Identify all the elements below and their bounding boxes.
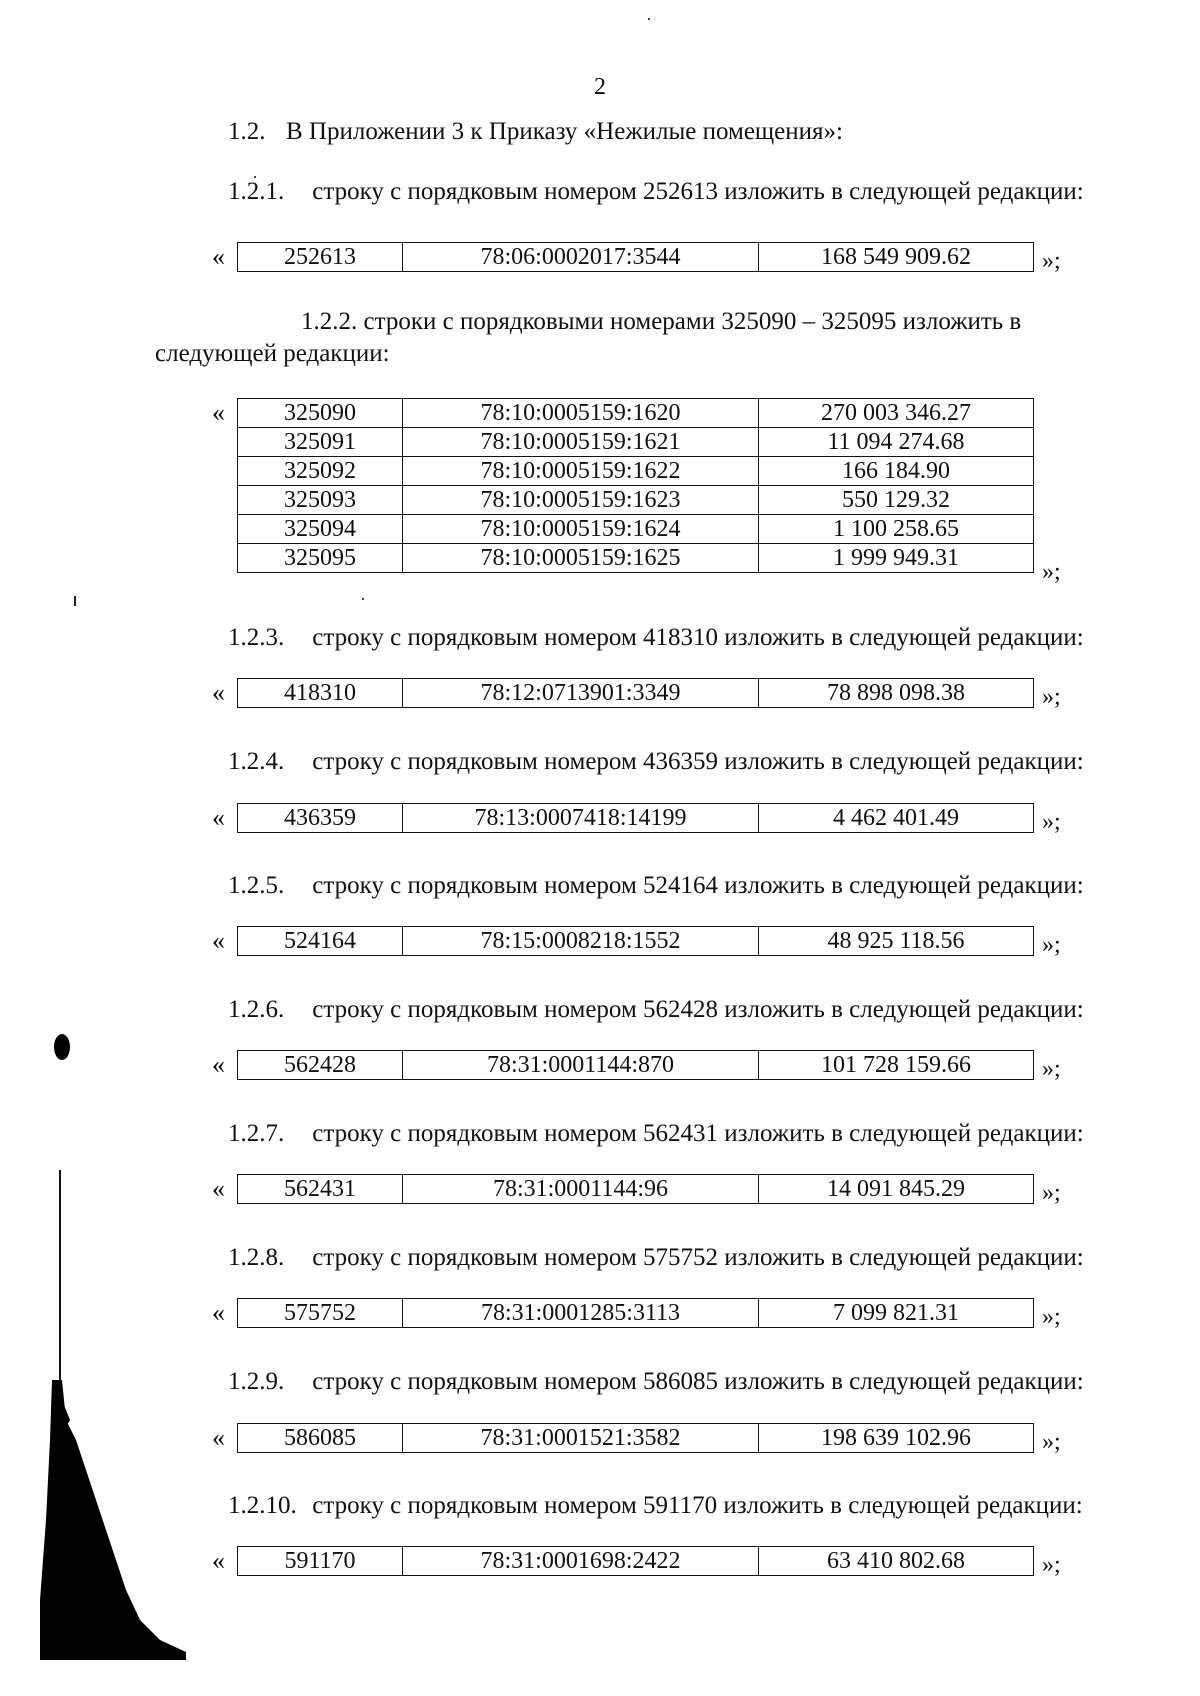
clause-text: строку с порядковым номером 252613 изложить в следующей редакции: <box>306 178 1084 205</box>
clause-number: 1.2.2. <box>301 308 358 335</box>
row-number-cell: 325092 <box>238 457 403 486</box>
amendment-table-block <box>212 398 1092 584</box>
cadastral-value-cell: 101 728 159.66 <box>759 1051 1034 1080</box>
clause-number: 1.2.4. <box>228 748 285 775</box>
quote-close: »; <box>1042 684 1061 710</box>
row-number-cell: 436359 <box>238 804 403 833</box>
table-row <box>238 243 1034 272</box>
scan-dot <box>648 18 650 20</box>
cadastral-value-cell: 1 999 949.31 <box>759 544 1034 573</box>
amendment-table <box>237 803 1034 833</box>
cadastral-value-cell: 78 898 098.38 <box>759 679 1034 708</box>
row-number-cell: 325094 <box>238 515 403 544</box>
cadastral-number-cell: 78:10:0005159:1622 <box>403 457 759 486</box>
table-row <box>238 1051 1034 1080</box>
scan-tick <box>74 596 76 606</box>
amendment-table <box>237 1174 1034 1204</box>
row-number-cell: 562431 <box>238 1175 403 1204</box>
clause-text: строку с порядковым номером 586085 изложить в следующей редакции: <box>306 1368 1084 1395</box>
cadastral-number-cell: 78:31:0001521:3582 <box>403 1424 759 1453</box>
amendment-table-block <box>212 678 1092 709</box>
quote-close: »; <box>1042 248 1061 274</box>
table-row <box>238 1547 1034 1576</box>
clause-number: 1.2.5. <box>228 872 285 899</box>
cadastral-value-cell: 270 003 346.27 <box>759 399 1034 428</box>
cadastral-value-cell: 168 549 909.62 <box>759 243 1034 272</box>
table-row <box>238 428 1034 457</box>
table-row <box>238 1424 1034 1453</box>
cadastral-value-cell: 198 639 102.96 <box>759 1424 1034 1453</box>
clause-number: 1.2.8. <box>228 1244 285 1271</box>
cadastral-number-cell: 78:10:0005159:1620 <box>403 399 759 428</box>
clause-2 <box>155 306 1135 370</box>
clause-text: строку с порядковым номером 418310 изложить в следующей редакции: <box>306 624 1084 651</box>
row-number-cell: 524164 <box>238 927 403 956</box>
amendment-table-block <box>212 1546 1092 1577</box>
clause-number: 1.2.7. <box>228 1120 285 1147</box>
quote-open: « <box>212 926 225 955</box>
row-number-cell: 586085 <box>238 1424 403 1453</box>
cadastral-value-cell: 4 462 401.49 <box>759 804 1034 833</box>
amendment-table-block <box>212 1298 1092 1329</box>
section-heading <box>228 118 843 146</box>
quote-open: « <box>212 1174 225 1203</box>
cadastral-number-cell: 78:06:0002017:3544 <box>403 243 759 272</box>
amendment-table <box>237 1050 1034 1080</box>
row-number-cell: 325095 <box>238 544 403 573</box>
scan-blot <box>54 1034 70 1060</box>
clause-number: 1.2.1. <box>228 178 285 205</box>
quote-close: »; <box>1042 809 1061 835</box>
cadastral-value-cell: 166 184.90 <box>759 457 1034 486</box>
amendment-table-block <box>212 1050 1092 1081</box>
cadastral-number-cell: 78:31:0001144:96 <box>403 1175 759 1204</box>
amendment-table <box>237 1298 1034 1328</box>
table-row <box>238 399 1034 428</box>
clause-text: строку с порядковым номером 436359 изложить в следующей редакции: <box>306 748 1084 775</box>
quote-open: « <box>212 398 225 427</box>
quote-close: »; <box>1042 1304 1061 1330</box>
quote-open: « <box>212 1546 225 1575</box>
cadastral-number-cell: 78:12:0713901:3349 <box>403 679 759 708</box>
quote-close: »; <box>1042 1056 1061 1082</box>
quote-open: « <box>212 1423 225 1452</box>
row-number-cell: 562428 <box>238 1051 403 1080</box>
cadastral-number-cell: 78:10:0005159:1623 <box>403 486 759 515</box>
quote-close: »; <box>1042 559 1061 585</box>
table-row <box>238 457 1034 486</box>
quote-close: »; <box>1042 1429 1061 1455</box>
cadastral-value-cell: 1 100 258.65 <box>759 515 1034 544</box>
clause-5 <box>228 872 1084 900</box>
clause-text: строку с порядковым номером 562431 изложить в следующей редакции: <box>306 1120 1084 1147</box>
table-row <box>238 1175 1034 1204</box>
clause-number: 1.2.10. <box>228 1492 297 1519</box>
quote-close: »; <box>1042 932 1061 958</box>
row-number-cell: 325093 <box>238 486 403 515</box>
clause-6 <box>228 996 1084 1024</box>
clause-3 <box>228 624 1084 652</box>
scan-edge-shadow <box>0 0 200 1696</box>
page-number: 2 <box>594 74 606 100</box>
cadastral-number-cell: 78:10:0005159:1621 <box>403 428 759 457</box>
amendment-table-block <box>212 803 1092 834</box>
scan-dot <box>362 598 364 600</box>
table-row <box>238 927 1034 956</box>
row-number-cell: 325090 <box>238 399 403 428</box>
clause-text: строки с порядковыми номерами 325090 – 325095 изложить в следующей редакции: <box>155 308 1022 367</box>
table-row <box>238 544 1034 573</box>
cadastral-number-cell: 78:31:0001144:870 <box>403 1051 759 1080</box>
row-number-cell: 418310 <box>238 679 403 708</box>
cadastral-number-cell: 78:10:0005159:1625 <box>403 544 759 573</box>
cadastral-number-cell: 78:31:0001698:2422 <box>403 1547 759 1576</box>
amendment-table-block <box>212 1174 1092 1205</box>
cadastral-value-cell: 14 091 845.29 <box>759 1175 1034 1204</box>
cadastral-value-cell: 550 129.32 <box>759 486 1034 515</box>
clause-number: 1.2.9. <box>228 1368 285 1395</box>
amendment-table-block <box>212 242 1092 273</box>
row-number-cell: 575752 <box>238 1299 403 1328</box>
table-row <box>238 1299 1034 1328</box>
quote-close: »; <box>1042 1180 1061 1206</box>
clause-text: строку с порядковым номером 524164 изложить в следующей редакции: <box>306 872 1084 899</box>
clause-9 <box>228 1368 1084 1396</box>
quote-open: « <box>212 1050 225 1079</box>
cadastral-number-cell: 78:13:0007418:14199 <box>403 804 759 833</box>
clause-text: строку с порядковым номером 591170 изложить в следующей редакции: <box>306 1492 1083 1519</box>
amendment-table-block <box>212 926 1092 957</box>
amendment-table-block <box>212 1423 1092 1454</box>
clause-text: строку с порядковым номером 575752 изложить в следующей редакции: <box>306 1244 1084 1271</box>
cadastral-number-cell: 78:15:0008218:1552 <box>403 927 759 956</box>
cadastral-value-cell: 48 925 118.56 <box>759 927 1034 956</box>
clause-1 <box>228 178 1084 206</box>
clause-8 <box>228 1244 1084 1272</box>
cadastral-value-cell: 63 410 802.68 <box>759 1547 1034 1576</box>
heading-number: 1.2. <box>228 118 266 145</box>
amendment-table <box>237 1546 1034 1576</box>
cadastral-number-cell: 78:31:0001285:3113 <box>403 1299 759 1328</box>
row-number-cell: 252613 <box>238 243 403 272</box>
amendment-table <box>237 398 1034 573</box>
quote-open: « <box>212 242 225 271</box>
clause-text: строку с порядковым номером 562428 изложить в следующей редакции: <box>306 996 1084 1023</box>
row-number-cell: 325091 <box>238 428 403 457</box>
table-row <box>238 804 1034 833</box>
clause-number: 1.2.3. <box>228 624 285 651</box>
heading-text: В Приложении 3 к Приказу «Нежилые помещения»: <box>286 118 843 145</box>
clause-7 <box>228 1120 1084 1148</box>
table-row <box>238 515 1034 544</box>
quote-close: »; <box>1042 1552 1061 1578</box>
table-row <box>238 486 1034 515</box>
cadastral-number-cell: 78:10:0005159:1624 <box>403 515 759 544</box>
clause-4 <box>228 748 1084 776</box>
amendment-table <box>237 678 1034 708</box>
quote-open: « <box>212 1298 225 1327</box>
quote-open: « <box>212 803 225 832</box>
amendment-table <box>237 926 1034 956</box>
cadastral-value-cell: 7 099 821.31 <box>759 1299 1034 1328</box>
amendment-table <box>237 1423 1034 1453</box>
table-row <box>238 679 1034 708</box>
clause-number: 1.2.6. <box>228 996 285 1023</box>
row-number-cell: 591170 <box>238 1547 403 1576</box>
cadastral-value-cell: 11 094 274.68 <box>759 428 1034 457</box>
amendment-table <box>237 242 1034 272</box>
clause-10 <box>228 1492 1083 1520</box>
quote-open: « <box>212 678 225 707</box>
